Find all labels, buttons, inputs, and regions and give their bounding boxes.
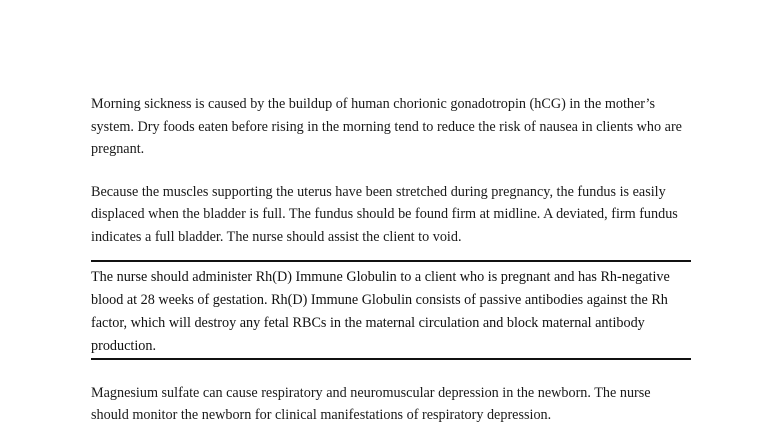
- document-page: [91, 93, 691, 427]
- paragraph-fundus: Because the muscles supporting the uterus have been stretched during pregnancy, the fundus is easily displaced when the bladder is full. The fundus should be found firm at midline. A deviated, firm fundus indicates a full bladder. The nurse should assist the client to void.: [91, 183, 678, 245]
- highlighted-answer-block: [91, 260, 691, 360]
- paragraph-magnesium-sulfate: Magnesium sulfate can cause respiratory and neuromuscular depression in the newborn. The nurse should monitor the newborn for clinical manifestations of respiratory depression.: [91, 384, 651, 424]
- paragraph-morning-sickness: Morning sickness is caused by the buildup of human chorionic gonadotropin (hCG) in the mother’s system. Dry foods eaten before rising in the morning tend to reduce the risk of nausea in clients who are pregnant.: [91, 96, 682, 158]
- paragraph-rh-immune-globulin: The nurse should administer Rh(D) Immune Globulin to a client who is pregnant and has Rh-negative blood at 28 weeks of gestation. Rh(D) Immune Globulin consists of passive antibodies against the Rh factor, which will destroy any fetal RBCs in the maternal circulation and block maternal antibody production.: [91, 268, 670, 354]
